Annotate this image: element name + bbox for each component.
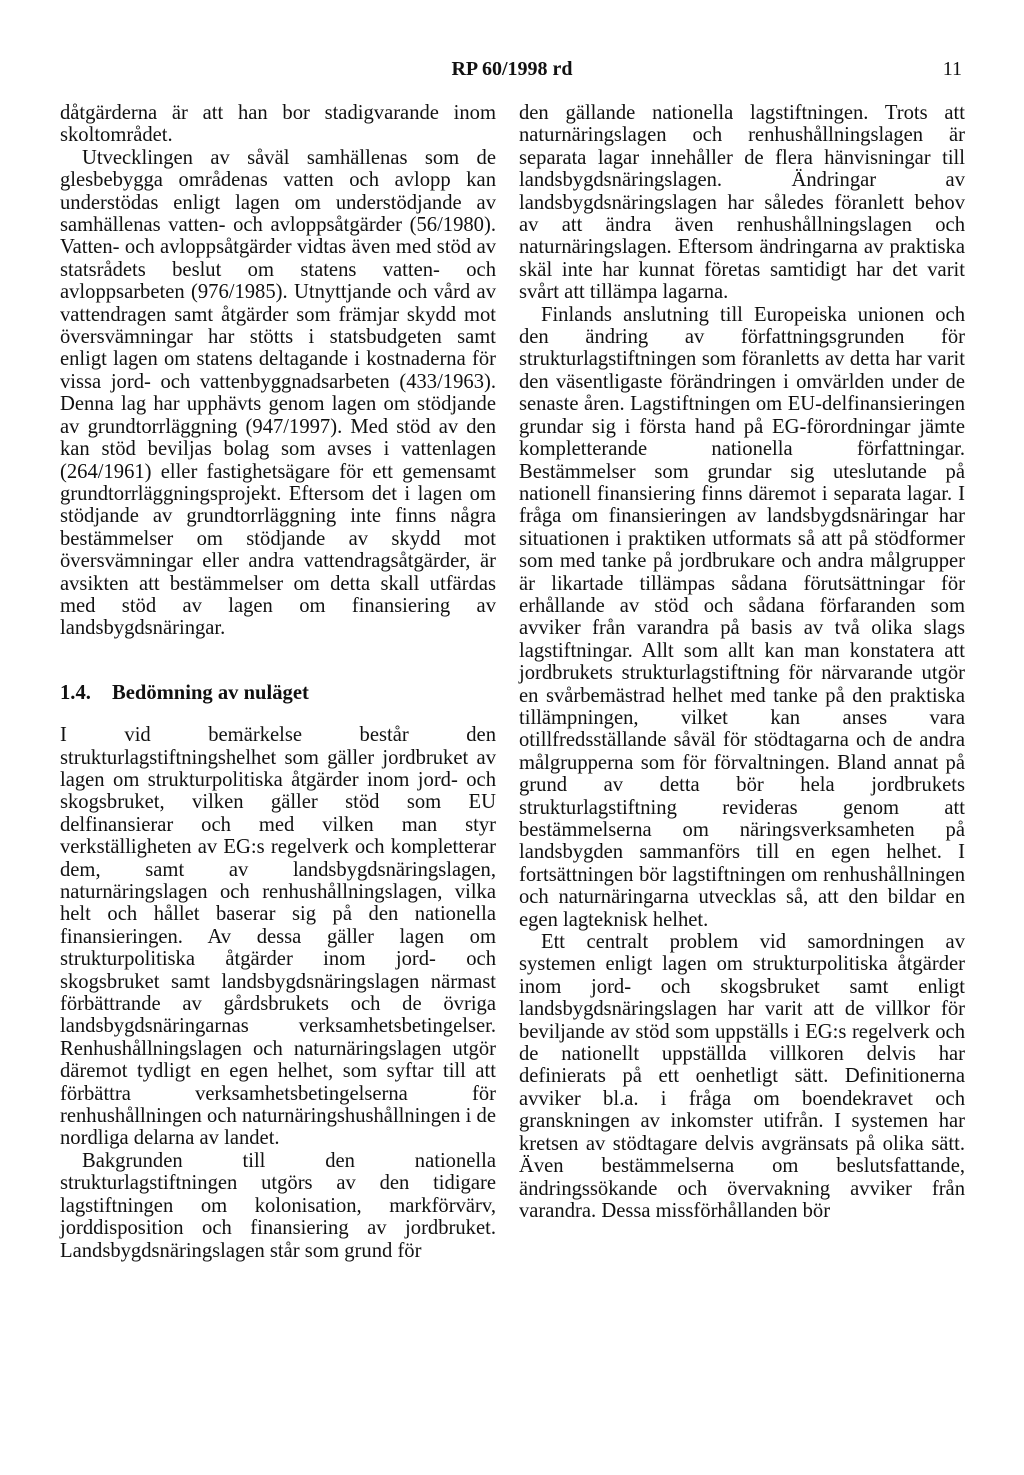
paragraph: Finlands anslutning till Europeiska unionen och den ändring av författningsgrunden för strukturlagstiftningen som föranletts av detta har varit den väsentligaste förändringen i omvärlden under de senaste åren. Lagstiftningen om EU-delfinansieringen grundar sig i första hand på EG-förordningar jämte kompletterande nationella författningar. Bestämmelser som grundar sig uteslutande på nationell finansiering finns däremot i separata lagar. I fråga om finansieringen av landsbygdsnäringar har situationen i praktiken utformats så att på stödformer som med tanke på jordbrukare och andra målgrupper är likartade tillämpas sådana förutsättningar för erhållande av stöd och sådana förfaranden som avviker från varandra på basis av två olika slags lagstiftningar. Allt som allt kan man konstatera att jordbrukets strukturlagstiftning för närvarande utgör en svårbemästrad helhet med tanke på den praktiska tillämpningen, vilket kan anses vara otillfredsställande såväl för stödtagarna och de andra målgrupperna som för förvaltningen. Bland annat på grund av detta bör hela jordbrukets strukturlagstiftning revideras genom att bestämmelserna om näringsverksamheten på landsbygden sammanförs till en egen helhet. I fortsättningen bör lagstiftningen om renhushållningen och naturnäringarna utvecklas så, att den bildar en egen lagteknisk helhet.: [519, 303, 965, 931]
paragraph: Utvecklingen av såväl samhällenas som de glesbebygga områdenas vatten och avlopp kan understödas enligt lagen om understödjande av samhällenas vatten- och avloppsåtgärder (56/1980). Vatten- och avloppsåtgärder vidtas även med stöd av statsrådets beslut om statens vatten- och avloppsarbeten (976/1985). Utnyttjande och vård av vattendragen samt åtgärder som främjar skydd mot översvämningar har stötts i statsbudgeten samt enligt lagen om statens deltagande i kostnaderna för vissa jord- och vattenbyggnadsarbeten (433/1963). Denna lag har upphävts genom lagen om stödjande av grundtorrläggning (947/1997). Med stöd av den kan stöd beviljas bolag som avses i vattenlagen (264/1961) eller fastighetsägare för ett gemensamt grundtorrläggningsprojekt. Eftersom det i lagen om stödjande av grundtorrläggning inte finns några bestämmelser om stödjande av skydd mot översvämningar eller andra vattendragsåtgärder, är avsikten att bestämmelser om detta skall utfärdas med stöd av lagen om finansiering av landsbygdsnäringar.: [60, 146, 496, 640]
paragraph: den gällande nationella lagstiftningen. Trots att naturnäringslagen och renhushållningslagen är separata lagar innehåller de flera hänvisningar till landsbygdsnäringslagen. Ändringar av landsbygdsnäringslagen har således föranlett behov av att ändra även renhushållningslagen och naturnäringslagen. Eftersom ändringarna av praktiska skäl inte har kunnat företas samtidigt har det varit svårt att tillämpa lagarna.: [519, 102, 965, 304]
section-heading: [60, 682, 496, 704]
section-title: Bedömning av nuläget: [112, 681, 309, 704]
left-column: [60, 102, 496, 1262]
page-header: [0, 58, 1024, 88]
page-number: 11: [942, 58, 962, 80]
paragraph: Ett centralt problem vid samordningen av systemen enligt lagen om strukturpolitiska åtgärder inom jord- och skogsbruket samt enligt landsbygdsnäringslagen har varit att de villkor för beviljande av stöd som uppställs i EG:s regelverk och de nationellt uppställda villkoren delvis har definierats på ett oenhetligt sätt. Definitionerna avviker bl.a. i fråga om boendekravet och granskningen av inkomster utifrån. I systemen har kretsen av stödtagare delvis avgränsats på olika sätt. Även bestämmelserna om beslutsfattande, ändringssökande och övervakning avviker från varandra. Dessa missförhållanden bör: [519, 931, 965, 1222]
paragraph: dåtgärderna är att han bor stadigvarande inom skoltområdet.: [60, 102, 496, 147]
section-number: 1.4.: [60, 681, 91, 704]
right-column: [519, 102, 965, 1222]
paragraph: I vid bemärkelse består den strukturlagstiftningshelhet som gäller jordbruket av lagen om strukturpolitiska åtgärder inom jord- och skogsbruket, vilken gäller stöd som EU delfinansierar och med vilken man styr verkställigheten av EG:s regelverk och kompletterar dem, samt av landsbygdsnäringslagen, naturnäringslagen och renhushållningslagen, vilka helt och hållet baserar sig på den nationella finansieringen. Av dessa gäller lagen om strukturpolitiska åtgärder inom jord- och skogsbruket samt landsbygdsnäringslagen närmast förbättrande av gårdsbrukets och de övriga landsbygdsnäringarnas verksamhetsbetingelser. Renhushållningslagen och naturnäringslagen utgör däremot tydligt en egen helhet, som syftar till att förbättra verksamhetsbetingelserna för renhushållningen och naturnäringshushållningen i de nordliga delarna av landet.: [60, 724, 496, 1150]
document-reference: RP 60/1998 rd: [451, 58, 573, 80]
paragraph: Bakgrunden till den nationella strukturlagstiftningen utgörs av den tidigare lagstiftningen om kolonisation, markförvärv, jorddisposition och finansiering av jordbruket. Landsbygdsnäringslagen står som grund för: [60, 1149, 496, 1262]
